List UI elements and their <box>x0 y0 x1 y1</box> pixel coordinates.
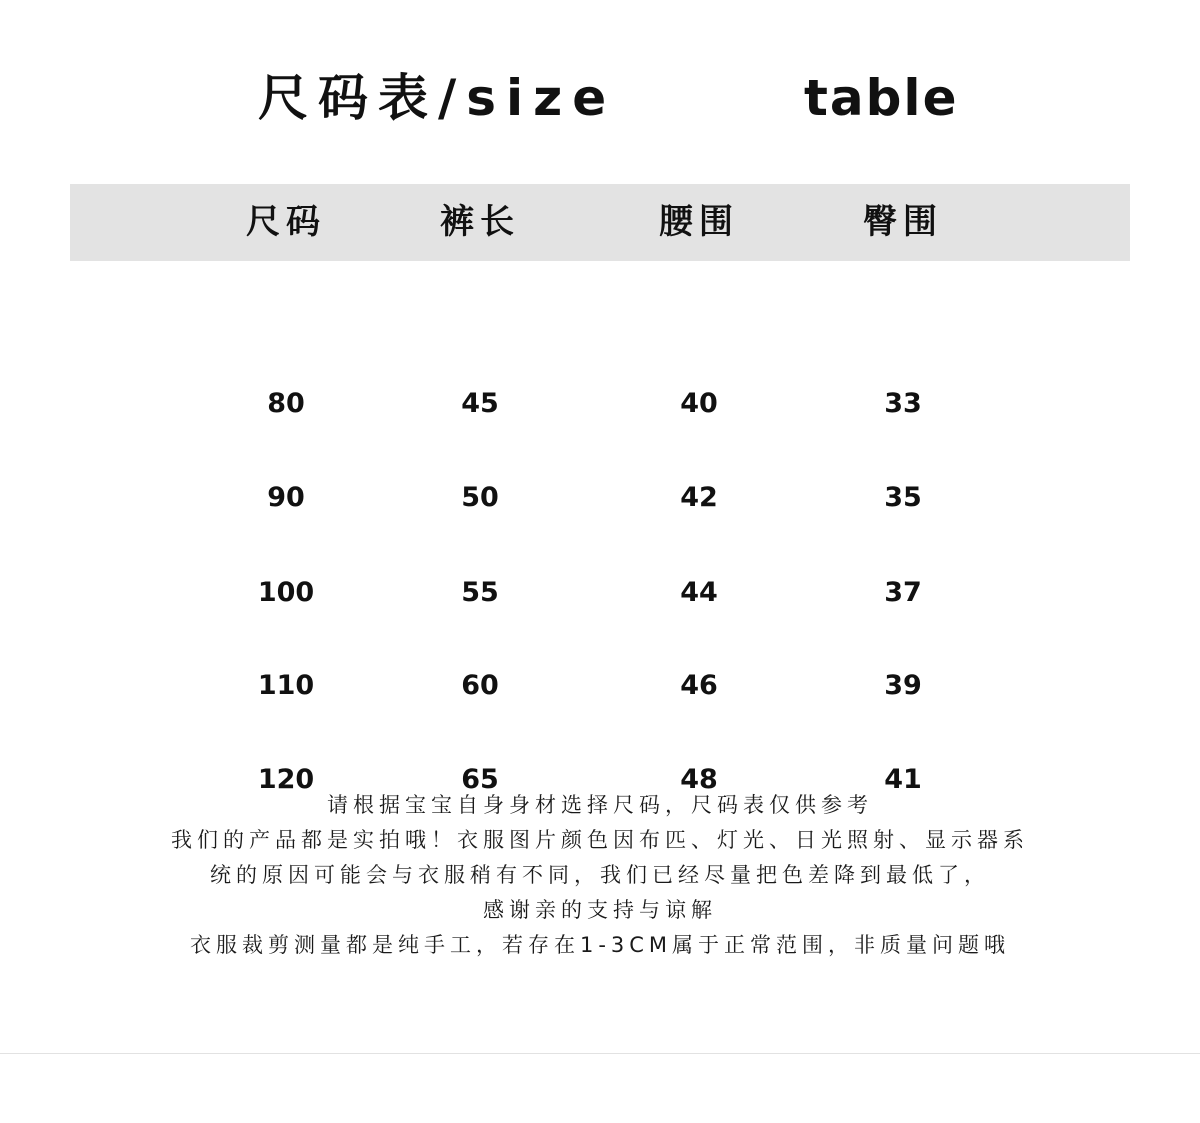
table-cell: 40 <box>680 388 718 419</box>
table-cell: 39 <box>884 670 922 701</box>
header-hip: 臀围 <box>863 202 943 242</box>
table-cell: 41 <box>884 764 922 795</box>
size-table <box>70 184 1130 795</box>
table-row <box>70 563 1130 623</box>
title-main: 尺码表/size <box>258 69 617 127</box>
note-line: 我们的产品都是实拍哦！衣服图片颜色因布匹、灯光、日光照射、显示器系 <box>171 828 1029 852</box>
table-row <box>70 468 1130 528</box>
table-cell: 35 <box>884 482 922 513</box>
size-notes <box>0 788 1200 963</box>
header-size: 尺码 <box>246 202 326 242</box>
table-cell: 48 <box>680 764 718 795</box>
table-cell: 55 <box>461 577 499 608</box>
table-cell: 65 <box>461 764 499 795</box>
table-header <box>70 184 1130 261</box>
header-pants-length: 裤长 <box>440 202 520 242</box>
table-cell: 80 <box>267 388 305 419</box>
table-cell: 45 <box>461 388 499 419</box>
table-cell: 37 <box>884 577 922 608</box>
header-waist: 腰围 <box>659 202 739 242</box>
note-line: 请根据宝宝自身身材选择尺码，尺码表仅供参考 <box>327 793 873 817</box>
table-cell: 33 <box>884 388 922 419</box>
bottom-divider <box>0 1053 1200 1054</box>
note-line: 统的原因可能会与衣服稍有不同，我们已经尽量把色差降到最低了， <box>210 863 990 887</box>
table-cell: 100 <box>257 577 315 608</box>
table-cell: 50 <box>461 482 499 513</box>
title-secondary: table <box>804 69 959 127</box>
table-body <box>70 261 1130 795</box>
table-cell: 110 <box>257 670 315 701</box>
table-cell: 46 <box>680 670 718 701</box>
table-cell: 44 <box>680 577 718 608</box>
table-cell: 90 <box>267 482 305 513</box>
table-cell: 60 <box>461 670 499 701</box>
note-line: 感谢亲的支持与谅解 <box>483 898 717 922</box>
table-cell: 120 <box>257 764 315 795</box>
table-row <box>70 656 1130 716</box>
page-title <box>0 62 1200 142</box>
note-line: 衣服裁剪测量都是纯手工，若存在1-3CM属于正常范围，非质量问题哦 <box>189 933 1011 957</box>
table-row <box>70 374 1130 434</box>
table-cell: 42 <box>680 482 718 513</box>
